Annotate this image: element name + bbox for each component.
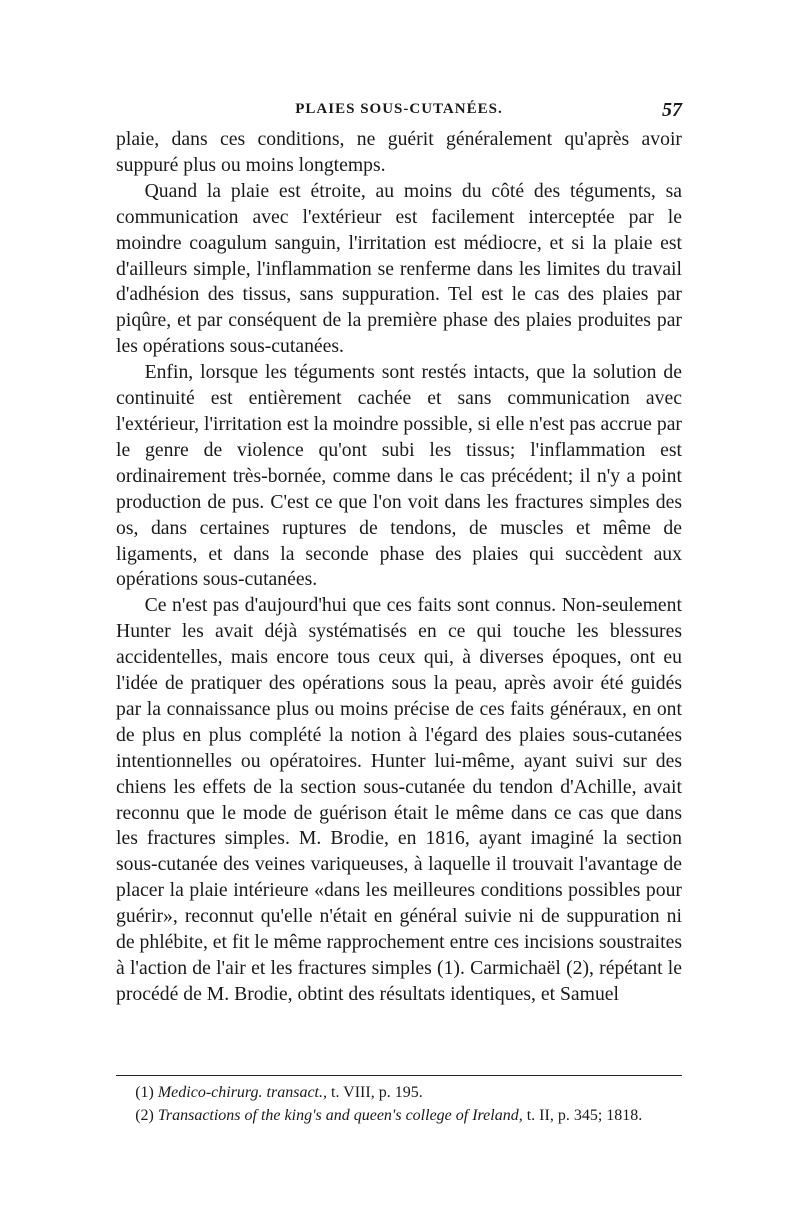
footnote-reference: t. VIII, p. 195. bbox=[327, 1084, 423, 1101]
page-header bbox=[116, 99, 682, 123]
footnote-marker: (1) bbox=[135, 1084, 154, 1101]
footnote-reference: t. II, p. 345; 1818. bbox=[522, 1107, 643, 1124]
footnote-source-title: Transactions of the king's and queen's college of Ireland, bbox=[157, 1107, 523, 1124]
footnotes bbox=[116, 1081, 682, 1127]
footnote-source-title: Medico-chirurg. transact., bbox=[157, 1084, 327, 1101]
body-text bbox=[116, 127, 682, 1008]
paragraph-continuation: plaie, dans ces conditions, ne guérit généralement qu'après avoir suppuré plus ou moins longtemps. bbox=[116, 128, 682, 176]
paragraph: Ce n'est pas d'aujourd'hui que ces faits sont connus. Non-seulement Hunter les avait déjà systématisés en ce qui touche les blessures accidentelles, mais encore tous ceux qui, à diverses époques, ont eu l'idée de pratiquer des opérations sous la peau, après avoir été guidés par la connaissance plus ou moins précise de ces faits généraux, en ont de plus en plus complété la notion à l'égard des plaies sous-cutanées intentionnelles ou opératoires. Hunter lui-même, ayant suivi sur des chiens les effets de la section sous-cutanée du tendon d'Achille, avait reconnu que le mode de guérison était le même dans ce cas que dans les fractures simples. M. Brodie, en 1816, ayant imaginé la section sous-cutanée des veines variqueuses, à laquelle il trouvait l'avantage de placer la plaie intérieure «dans les meilleures conditions possibles pour guérir», reconnut qu'elle n'était en général suivie ni de suppuration ni de phlébite, et fit le même rapprochement entre ces incisions soustraites à l'action de l'air et les fractures simples (1). Carmichaël (2), répétant le procédé de M. Brodie, obtint des résultats identiques, et Samuel bbox=[116, 594, 682, 1005]
footnote bbox=[116, 1081, 682, 1104]
footnote-marker: (2) bbox=[135, 1107, 154, 1124]
footnote bbox=[116, 1104, 682, 1127]
paragraph: Quand la plaie est étroite, au moins du côté des téguments, sa communication avec l'extérieur est facilement interceptée par le moindre coagulum sanguin, l'irritation est médiocre, et si la plaie est d'ailleurs simple, l'inflammation se renferme dans les limites du travail d'adhésion des tissus, sans suppuration. Tel est le cas des plaies par piqûre, et par conséquent de la première phase des plaies produites par les opérations sous-cutanées. bbox=[116, 179, 682, 358]
paragraph: Enfin, lorsque les téguments sont restés intacts, que la solution de continuité est entièrement cachée et sans communication avec l'extérieur, l'irritation est la moindre possible, si elle n'est pas accrue par le genre de violence qu'ont subi les tissus; l'inflammation est ordinairement très-bornée, comme dans le cas précédent; il n'y a point production de pus. C'est ce que l'on voit dans les fractures simples des os, dans certaines ruptures de tendons, de muscles et même de ligaments, et dans la seconde phase des plaies qui succèdent aux opérations sous-cutanées. bbox=[116, 361, 682, 591]
footnote-divider bbox=[116, 1075, 682, 1076]
page-number: 57 bbox=[662, 99, 682, 121]
running-title: PLAIES SOUS-CUTANÉES. bbox=[295, 101, 503, 117]
